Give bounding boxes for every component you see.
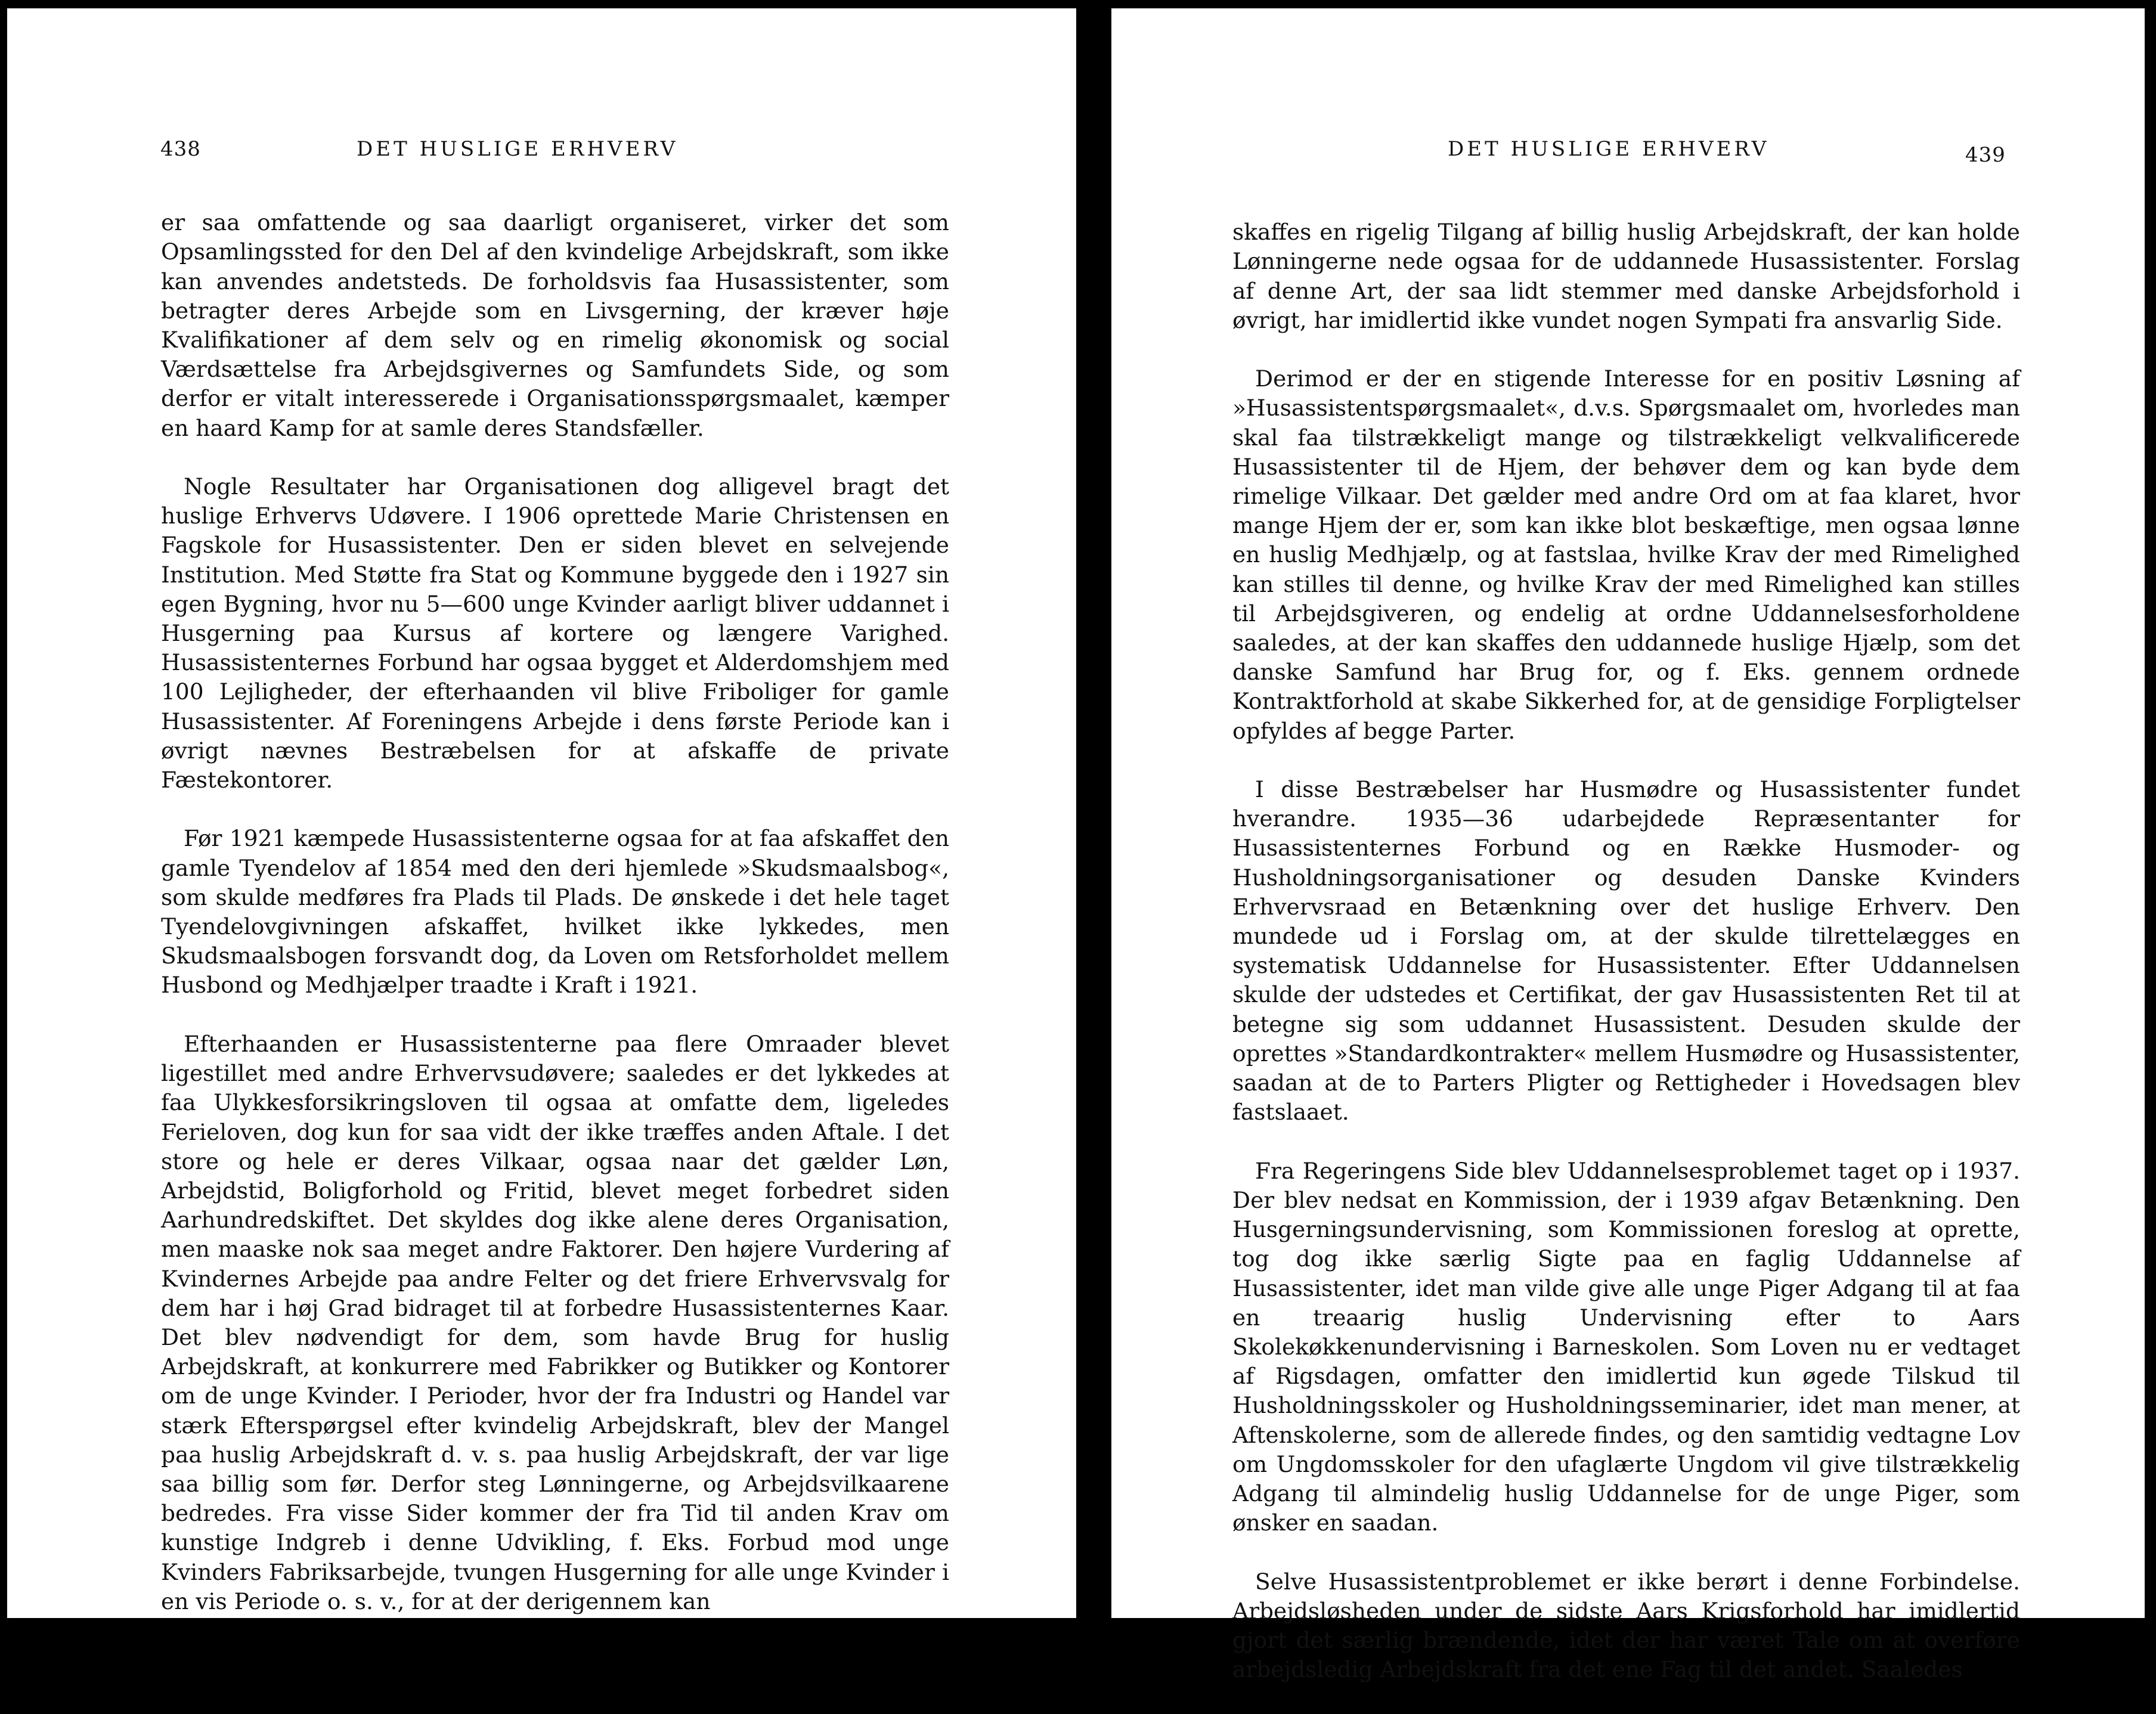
page-number: 439 — [1965, 143, 2006, 167]
page-gutter — [1076, 0, 1111, 1626]
page-number: 438 — [160, 137, 201, 161]
paragraph: skaffes en rigelig Tilgang af billig huslig Arbejdskraft, der kan holde Lønningerne nede ogsaa for de uddannede Husassistenter. Forslag af denne Art, der saa lidt stemmer med danske Arbejdsforhold i øvrigt, har imidlertid ikke vundet nogen Sympati fra ansvarlig Side. — [1232, 219, 2020, 333]
body-text — [1232, 188, 2020, 1714]
left-page — [7, 8, 1076, 1618]
paragraph: er saa omfattende og saa daarligt organiseret, virker det som Opsamlingssted for den Del af den kvindelige Arbejdskraft, som ikke kan anvendes andetsteds. De forholdsvis faa Husassistenter, som betragter deres Arbejde som en Livsgerning, der kræver høje Kvalifikationer af dem selv og en rimelig økonomisk og social Værdsættelse fra Arbejdsgivernes og Samfundets Side, og som derfor er vitalt interesserede i Organisationsspørgsmaalet, kæmper en haard Kamp for at samle deres Standsfæller. — [161, 209, 949, 441]
paragraph: Nogle Resultater har Organisationen dog alligevel bragt det huslige Erhvervs Udøvere. I 1906 oprettede Marie Christensen en Fagskole for Husassistenter. Den er siden blevet en selvejende Institution. Med Støtte fra Stat og Kommune byggede den i 1927 sin egen Bygning, hvor nu 5—600 unge Kvinder aarligt bliver uddannet i Husgerning paa Kursus af kortere og længere Varighed. Husassistenternes Forbund har ogsaa bygget et Alderdomshjem med 100 Lejligheder, der efterhaanden vil blive Friboliger for gamle Husassistenter. Af Foreningens Arbejde i dens første Periode kan i øvrigt nævnes Bestræbelsen for at afskaffe de private Fæstekontorer. — [161, 473, 949, 794]
paragraph: Selve Husassistentproblemet er ikke berørt i denne Forbindelse. Arbejdsløsheden under de sidste Aars Krigsforhold har imidlertid gjort det særlig brændende, idet der har været Tale om at overføre arbejdsledig Arbejdskraft fra det ene Fag til det andet. Saaledes — [1232, 1568, 2020, 1683]
paragraph: Efterhaanden er Husassistenterne paa flere Omraader blevet ligestillet med andre Erhvervsudøvere; saaledes er det lykkedes at faa Ulykkesforsikringsloven til ogsaa at omfatte dem, ligeledes Ferieloven, dog kun for saa vidt der ikke træffes anden Aftale. I det store og hele er deres Vilkaar, ogsaa naar det gælder Løn, Arbejdstid, Boligforhold og Fritid, blevet meget forbedret siden Aarhundredskiftet. Det skyldes dog ikke alene deres Organisation, men maaske nok saa meget andre Faktorer. Den højere Vurdering af Kvindernes Arbejde paa andre Felter og det friere Erhvervsvalg for dem har i høj Grad bidraget til at forbedre Husassistenternes Kaar. Det blev nødvendigt for dem, som havde Brug for huslig Arbejdskraft, at konkurrere med Fabrikker og Butikker og Kontorer om de unge Kvinder. I Perioder, hvor der fra Industri og Handel var stærk Efterspørgsel efter kvindelig Arbejdskraft, blev der Mangel paa huslig Arbejdskraft d. v. s. paa huslig Arbejdskraft, der var lige saa billig som før. Derfor steg Lønningerne, og Arbejdsvilkaarene bedredes. Fra visse Sider kommer der fra Tid til anden Krav om kunstige Indgreb i denne Udvikling, f. Eks. Forbud mod unge Kvinders Fabriksarbejde, tvungen Husgerning for alle unge Kvinder i en vis Periode o. s. v., for at der derigennem kan — [161, 1030, 949, 1614]
body-text — [161, 179, 949, 1645]
paragraph: Derimod er der en stigende Interesse for en positiv Løsning af »Husassistentspørgsmaalet«, d.v.s. Spørgsmaalet om, hvorledes man skal faa tilstrækkeligt mange og tilstrækkeligt velkvalificerede Husassistenter til de Hjem, der behøver dem og kan byde dem rimelige Vilkaar. Det gælder med andre Ord om at faa klaret, hvor mange Hjem der er, som kan ikke blot beskæftige, men ogsaa lønne en huslig Medhjælp, og at fastslaa, hvilke Krav der med Rimelighed kan stilles til denne, og hvilke Krav der med Rimelighed kan stilles til Arbejdsgiveren, og endelig at ordne Uddannelsesforholdene saaledes, at der kan skaffes den uddannede huslige Hjælp, som det danske Samfund har Brug for, og f. Eks. gennem ordnede Kontraktforhold at skabe Sikkerhed for, at de gensidige Forpligtelser opfyldes af begge Parter. — [1232, 365, 2020, 744]
right-page — [1111, 8, 2145, 1683]
paragraph: I disse Bestræbelser har Husmødre og Husassistenter fundet hverandre. 1935—36 udarbejdede Repræsentanter for Husassistenternes Forbund og en Række Husmoder- og Husholdningsorganisationer og desuden Danske Kvinders Erhvervsraad en Betænkning over det huslige Erhverv. Den mundede ud i Forslag om, at der skulde tilrettelægges en systematisk Uddannelse for Husassistenter. Efter Uddannelsen skulde der udstedes et Certifikat, der gav Husassistenten Ret til at betegne sig som uddannet Husassistent. Desuden skulde der oprettes »Standardkontrakter« mellem Husmødre og Husassistenter, saadan at de to Parters Pligter og Rettigheder i Hovedsagen blev fastslaaet. — [1232, 776, 2020, 1126]
running-head: DET HUSLIGE ERHVERV — [1448, 137, 1770, 161]
paragraph: Før 1921 kæmpede Husassistenterne ogsaa for at faa afskaffet den gamle Tyendelov af 1854 med den deri hjemlede »Skudsmaalsbog«, som skulde medføres fra Plads til Plads. De ønskede i det hele taget Tyendelovgivningen afskaffet, hvilket ikke lykkedes, men Skudsmaalsbogen forsvandt dog, da Loven om Retsforholdet mellem Husbond og Medhjælper traadte i Kraft i 1921. — [161, 825, 949, 999]
paragraph: Fra Regeringens Side blev Uddannelsesproblemet taget op i 1937. Der blev nedsat en Kommission, der i 1939 afgav Betænkning. Den Husgerningsundervisning, som Kommissionen foreslog at oprette, tog dog ikke særlig Sigte paa en faglig Uddannelse af Husassistenter, idet man vilde give alle unge Piger Adgang til at faa en treaarig huslig Undervisning efter to Aars Skolekøkkenundervisning i Barneskolen. Som Loven nu er vedtaget af Rigsdagen, omfatter den imidlertid kun øgede Tilskud til Husholdningsskoler og Husholdningsseminarier, idet man mener, at Aftenskolerne, som de allerede findes, og den samtidig vedtagne Lov om Ungdomsskoler for den ufaglærte Ungdom vil give tilstrækkelig Adgang til almindelig huslig Uddannelse for de unge Piger, som ønsker en saadan. — [1232, 1157, 2020, 1536]
running-head: DET HUSLIGE ERHVERV — [357, 137, 679, 161]
